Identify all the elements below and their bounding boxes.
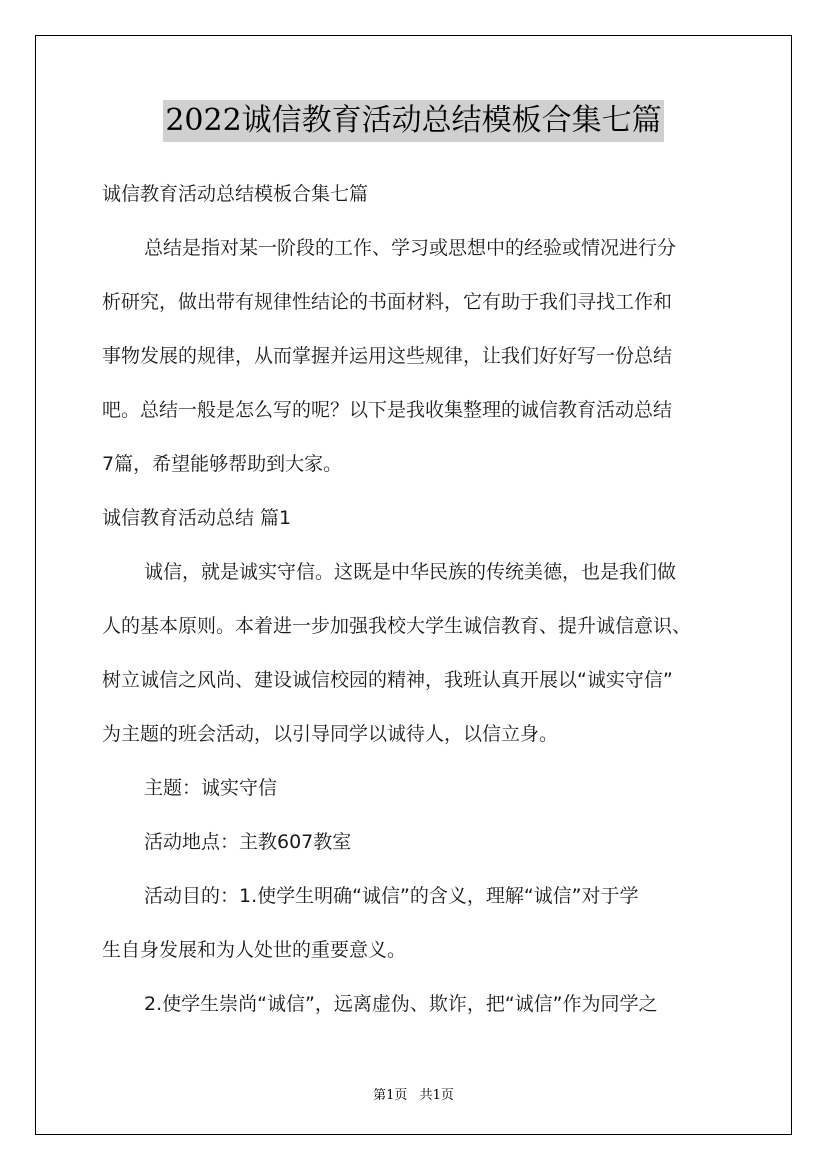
- intro-line-2: 析研究，做出带有规律性结论的书面材料，它有助于我们寻找工作和: [102, 291, 673, 313]
- point-2-line: 2.使学生崇尚“诚信”，远离虚伪、欺诈，把“诚信”作为同学之: [144, 993, 658, 1015]
- title-container: [0, 100, 827, 142]
- document-subtitle: 诚信教育活动总结模板合集七篇: [102, 183, 369, 205]
- page-footer: [0, 1084, 827, 1103]
- intro-line-4: 吧。总结一般是怎么写的呢？以下是我收集整理的诚信教育活动总结: [102, 399, 673, 421]
- theme-line: 主题：诚实守信: [144, 777, 278, 799]
- intro-line-1: 总结是指对某一阶段的工作、学习或思想中的经验或情况进行分: [144, 237, 677, 259]
- body-line-3: 树立诚信之风尚、建设诚信校园的精神，我班认真开展以“诚实守信”: [102, 669, 673, 691]
- purpose-line-2: 生自身发展和为人处世的重要意义。: [102, 939, 407, 961]
- page-total: 共1页: [419, 1088, 454, 1103]
- purpose-line-1: 活动目的：1.使学生明确“诚信”的含义，理解“诚信”对于学: [144, 885, 639, 907]
- location-line: 活动地点：主教607教室: [144, 831, 352, 853]
- body-line-1: 诚信，就是诚实守信。这既是中华民族的传统美德，也是我们做: [144, 561, 677, 583]
- intro-line-3: 事物发展的规律，从而掌握并运用这些规律，让我们好好写一份总结: [102, 345, 673, 367]
- intro-line-5: 7篇，希望能够帮助到大家。: [102, 453, 343, 475]
- body-line-2: 人的基本原则。本着进一步加强我校大学生诚信教育、提升诚信意识、: [102, 615, 692, 637]
- page-number: 第1页: [373, 1088, 408, 1103]
- body-line-4: 为主题的班会活动，以引导同学以诚待人，以信立身。: [102, 723, 559, 745]
- section-heading: 诚信教育活动总结 篇1: [102, 507, 292, 529]
- document-title: 2022诚信教育活动总结模板合集七篇: [163, 100, 663, 142]
